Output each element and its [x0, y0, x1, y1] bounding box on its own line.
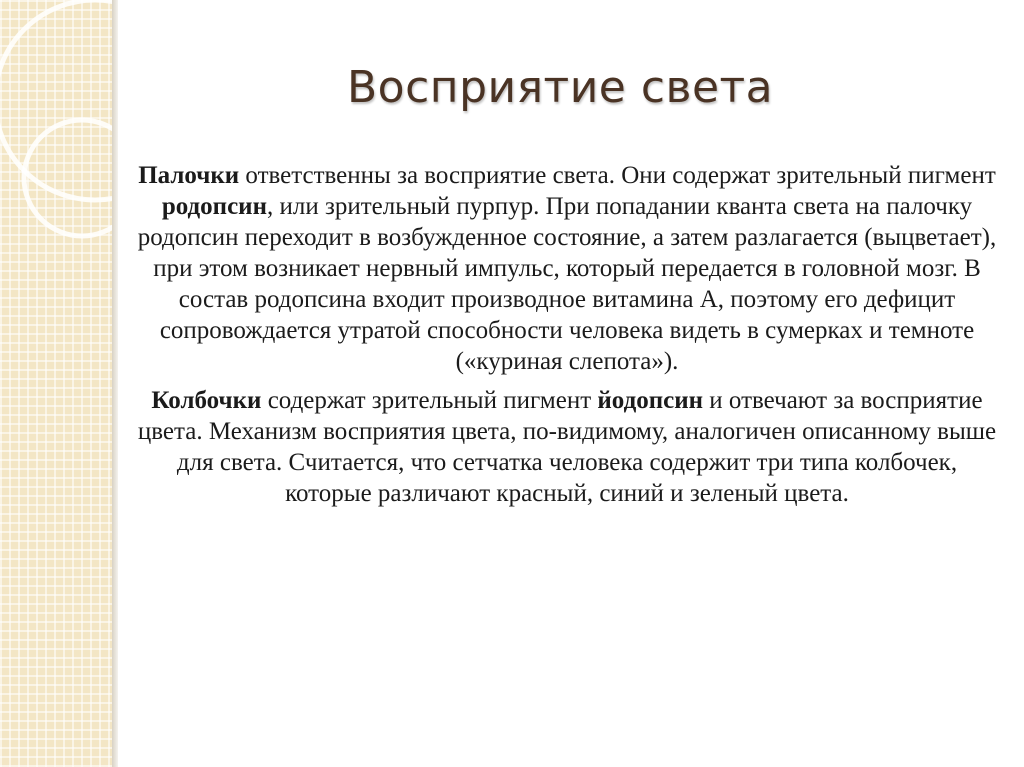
cones-text-1: содержат зрительный пигмент — [261, 387, 598, 414]
decorative-side-strip — [0, 0, 112, 767]
deco-circle-small — [24, 120, 112, 236]
term-iodopsin: йодопсин — [597, 387, 704, 414]
strip-edge-shadow — [112, 0, 118, 767]
term-rhodopsin: родопсин — [161, 193, 267, 220]
cones-text-2: и отвечают за восприятие цвета. Механизм восприятия цвета, по-видимому, аналогичен описанному выше для света. Считается, что сетчатка человека содержит три типа колбочек, которые различают красный, синий и зеленый цвета. — [137, 387, 997, 507]
slide-body — [132, 160, 1002, 517]
slide-title-row — [0, 62, 1024, 113]
rods-text-1: ответственны за восприятие света. Они содержат зрительный пигмент — [239, 162, 996, 189]
paragraph-cones — [132, 385, 1002, 509]
slide-title: Восприятие света — [347, 62, 774, 113]
rods-text-2: , или зрительный пурпур. При попадании кванта света на палочку родопсин переходит в возбужденное состояние, а затем разлагается (выцветает), при этом возникает нервный импульс, который передается в головной мозг. В состав родопсина входит производное витамина А, поэтому его дефицит сопровождается утратой способности человека видеть в сумерках и темноте («куриная слепота»). — [137, 193, 997, 375]
term-cones: Колбочки — [151, 387, 262, 414]
paragraph-rods — [132, 160, 1002, 377]
decorative-circles — [0, 0, 112, 767]
term-rods: Палочки — [138, 162, 240, 189]
